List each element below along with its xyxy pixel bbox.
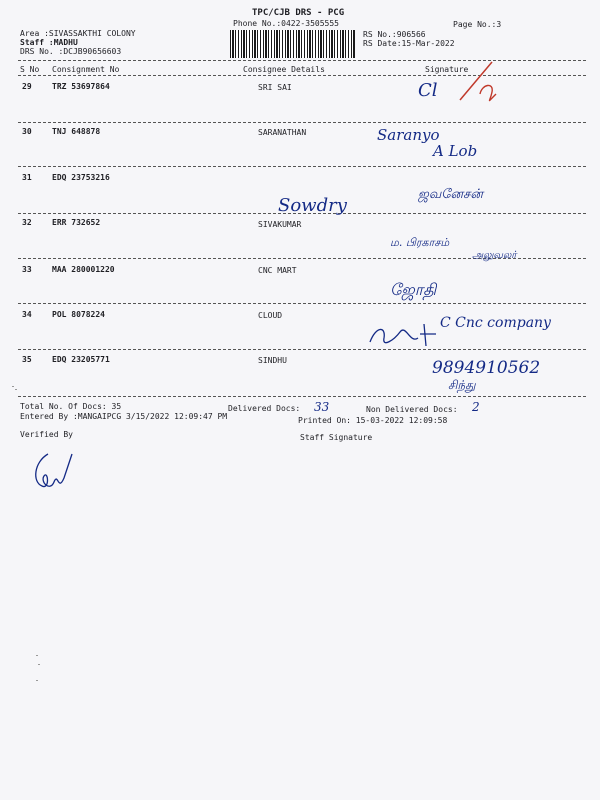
row-sno: 29 xyxy=(22,82,32,91)
row-consignee: SRI SAI xyxy=(258,83,292,92)
row-sno: 32 xyxy=(22,218,32,227)
area-label: Area :SIVASSAKTHI COLONY xyxy=(20,29,136,38)
red-ink-mark xyxy=(452,58,512,108)
document-title: TPC/CJB DRS - PCG xyxy=(252,8,345,18)
signature-row-29: Cl xyxy=(418,80,438,101)
scan-speck xyxy=(12,386,14,387)
divider xyxy=(18,349,586,350)
scribble-signature-row-34 xyxy=(366,320,446,350)
barcode xyxy=(230,30,355,58)
printed-on: Printed On: 15-03-2022 12:09:58 xyxy=(298,416,448,425)
page-number: Page No.:3 xyxy=(453,20,502,29)
row-consignee: SARANATHAN xyxy=(258,128,307,137)
non-delivered-docs-label: Non Delivered Docs: xyxy=(366,405,458,414)
signature-row-30-a: Saranyo xyxy=(377,126,440,144)
signature-row-31-a: Sowdry xyxy=(278,195,347,216)
row-sno: 35 xyxy=(22,355,32,364)
row-consignment: TNJ 648878 xyxy=(52,127,101,136)
row-sno: 34 xyxy=(22,310,32,319)
signature-row-30-b: A Lob xyxy=(433,142,478,160)
signature-row-35-a: 9894910562 xyxy=(432,358,541,378)
staff-signature-label: Staff Signature xyxy=(300,433,373,442)
scan-speck xyxy=(36,680,38,681)
column-header-consignment: Consignment No xyxy=(52,65,120,74)
row-consignment: EDQ 23205771 xyxy=(52,355,110,364)
entered-by: Entered By :MANGAIPCG 3/15/2022 12:09:47 PM xyxy=(20,412,228,421)
drs-number: DRS No. :DCJB90656603 xyxy=(20,47,122,56)
scan-speck xyxy=(15,389,17,390)
row-consignment: EDQ 23753216 xyxy=(52,173,110,182)
row-consignment: TRZ 53697864 xyxy=(52,82,110,91)
column-header-sno: S No xyxy=(20,65,40,74)
rs-number: RS No.:906566 xyxy=(363,30,426,39)
signature-row-33: ஜோதி xyxy=(390,280,437,299)
verified-by-label: Verified By xyxy=(20,430,73,439)
row-sno: 31 xyxy=(22,173,32,182)
row-sno: 30 xyxy=(22,127,32,136)
staff-label: Staff :MADHU xyxy=(20,38,78,47)
non-delivered-docs-value: 2 xyxy=(472,400,480,414)
divider xyxy=(18,166,586,167)
delivered-docs-label: Delivered Docs: xyxy=(228,404,301,413)
total-docs: Total No. Of Docs: 35 xyxy=(20,402,122,411)
row-consignment: POL 8078224 xyxy=(52,310,105,319)
row-consignment: ERR 732652 xyxy=(52,218,101,227)
row-consignee: SINDHU xyxy=(258,356,287,365)
row-consignee: CLOUD xyxy=(258,311,283,320)
column-header-signature: Signature xyxy=(425,65,469,74)
rs-date: RS Date:15-Mar-2022 xyxy=(363,39,455,48)
scan-speck xyxy=(38,664,40,665)
signature-row-35-b: சிந்து xyxy=(448,378,476,392)
signature-row-32-b: அலுவலர் xyxy=(472,250,517,261)
signature-row-32-a: ம. பிரகாசம் xyxy=(390,236,450,249)
row-consignee: SIVAKUMAR xyxy=(258,220,302,229)
divider xyxy=(18,396,586,397)
delivered-docs-value: 33 xyxy=(314,400,330,414)
verifier-signature xyxy=(28,448,78,498)
signature-row-31-b: ஜவனேசன் xyxy=(418,187,483,202)
scan-speck xyxy=(36,655,38,656)
row-sno: 33 xyxy=(22,265,32,274)
divider xyxy=(18,122,586,123)
phone-number: Phone No.:0422-3505555 xyxy=(233,19,339,28)
row-consignee: CNC MART xyxy=(258,266,297,275)
divider xyxy=(18,303,586,304)
column-header-consignee: Consignee Details xyxy=(243,65,325,74)
signature-row-34: C Cnc company xyxy=(440,315,551,331)
row-consignment: MAA 280001220 xyxy=(52,265,115,274)
